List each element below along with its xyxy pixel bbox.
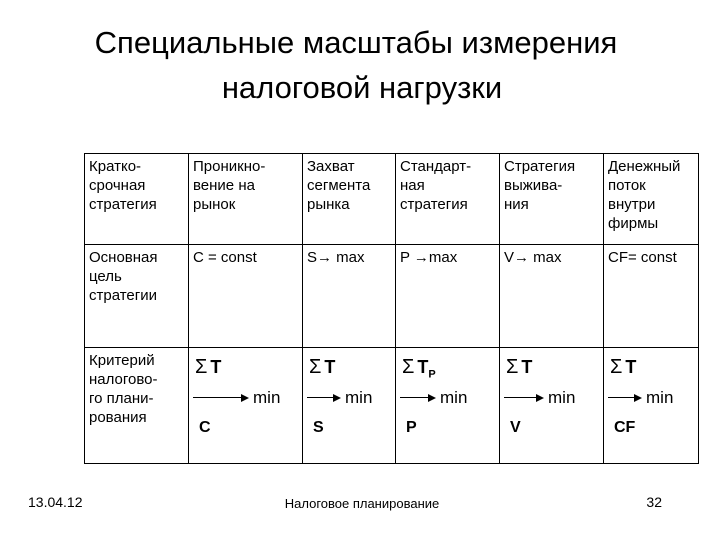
table-cell (303, 245, 396, 348)
numerator-text: T (210, 357, 222, 377)
numerator-text: T (625, 357, 637, 377)
formula-denominator: S (313, 419, 324, 436)
table-cell (500, 154, 604, 245)
table-cell (604, 245, 699, 348)
table-cell (85, 348, 189, 464)
formula-arrow-row (193, 388, 280, 407)
numerator-subscript: P (428, 368, 436, 381)
formula-arrow-row (504, 388, 575, 407)
fraction-line (193, 397, 241, 398)
table-row-goal (85, 245, 699, 348)
right-arrow-icon (428, 394, 436, 402)
formula-denominator: P (406, 419, 417, 436)
formula-numerator (610, 358, 636, 385)
min-text: min (345, 388, 373, 407)
header-cash-flow: Денежный поток внутри фирмы (608, 158, 681, 232)
table-cell (604, 348, 699, 464)
table-cell (85, 154, 189, 245)
footer-date: 13.04.12 (28, 494, 83, 510)
table-cell (396, 348, 500, 464)
page-number: 32 (646, 494, 662, 510)
table-cell (189, 245, 303, 348)
right-arrow-icon (634, 394, 642, 402)
formula-numerator (402, 358, 436, 385)
goal-value: P →max (400, 249, 458, 266)
header-short-term-strategy: Кратко- срочная стратегия (89, 158, 157, 213)
formula-denominator: V (510, 419, 521, 436)
table-cell (500, 245, 604, 348)
formula-arrow-row (400, 388, 467, 407)
table-cell (604, 154, 699, 245)
goal-value: S→ max (307, 249, 365, 266)
formula-arrow-row (307, 388, 372, 407)
sigma-symbol: Σ (402, 356, 415, 378)
strategy-table (84, 153, 699, 464)
min-text: min (548, 388, 576, 407)
numerator-text: T (521, 357, 533, 377)
table-header-row (85, 154, 699, 245)
fraction-line (400, 397, 428, 398)
fraction-line (608, 397, 634, 398)
goal-value: V→ max (504, 249, 562, 266)
criterion-formula (604, 348, 698, 463)
row-label-goal: Основная цель стратегии (89, 249, 158, 304)
formula-numerator (195, 358, 221, 385)
numerator-text: T (324, 357, 336, 377)
right-arrow-icon (241, 394, 249, 402)
numerator-text: T (417, 357, 429, 377)
table-row-criterion (85, 348, 699, 464)
slide-title-line-1: Специальные масштабы измерения (94, 25, 618, 60)
table-cell (189, 154, 303, 245)
header-survival-strategy: Стратегия выжива- ния (504, 158, 576, 213)
header-market-penetration: Проникно- вение на рынок (193, 158, 266, 213)
row-label-criterion: Критерий налогово- го плани- рования (89, 352, 158, 426)
slide-title-line-2: налоговой нагрузки (221, 70, 503, 105)
criterion-formula (500, 348, 603, 463)
table-cell (303, 348, 396, 464)
min-text: min (253, 388, 281, 407)
formula-numerator (309, 358, 335, 385)
min-text: min (646, 388, 674, 407)
slide-title (0, 20, 720, 110)
formula-denominator: CF (614, 419, 636, 436)
fraction-line (504, 397, 536, 398)
criterion-formula (303, 348, 395, 463)
formula-numerator (506, 358, 532, 385)
table-cell (396, 154, 500, 245)
min-text: min (440, 388, 468, 407)
table-cell (303, 154, 396, 245)
criterion-formula (189, 348, 302, 463)
goal-value: C = const (193, 249, 257, 266)
table-cell (189, 348, 303, 464)
right-arrow-icon (536, 394, 544, 402)
table-cell (500, 348, 604, 464)
goal-value: CF= const (608, 249, 677, 266)
sigma-symbol: Σ (610, 356, 623, 378)
table-cell (396, 245, 500, 348)
criterion-formula (396, 348, 499, 463)
header-segment-capture: Захват сегмента рынка (307, 158, 371, 213)
formula-arrow-row (608, 388, 673, 407)
sigma-symbol: Σ (506, 356, 519, 378)
fraction-line (307, 397, 333, 398)
table-cell (85, 245, 189, 348)
right-arrow-icon (333, 394, 341, 402)
formula-denominator: C (199, 419, 211, 436)
sigma-symbol: Σ (309, 356, 322, 378)
footer-title: Налоговое планирование (284, 496, 440, 511)
sigma-symbol: Σ (195, 356, 208, 378)
header-standard-strategy: Стандарт- ная стратегия (400, 158, 472, 213)
